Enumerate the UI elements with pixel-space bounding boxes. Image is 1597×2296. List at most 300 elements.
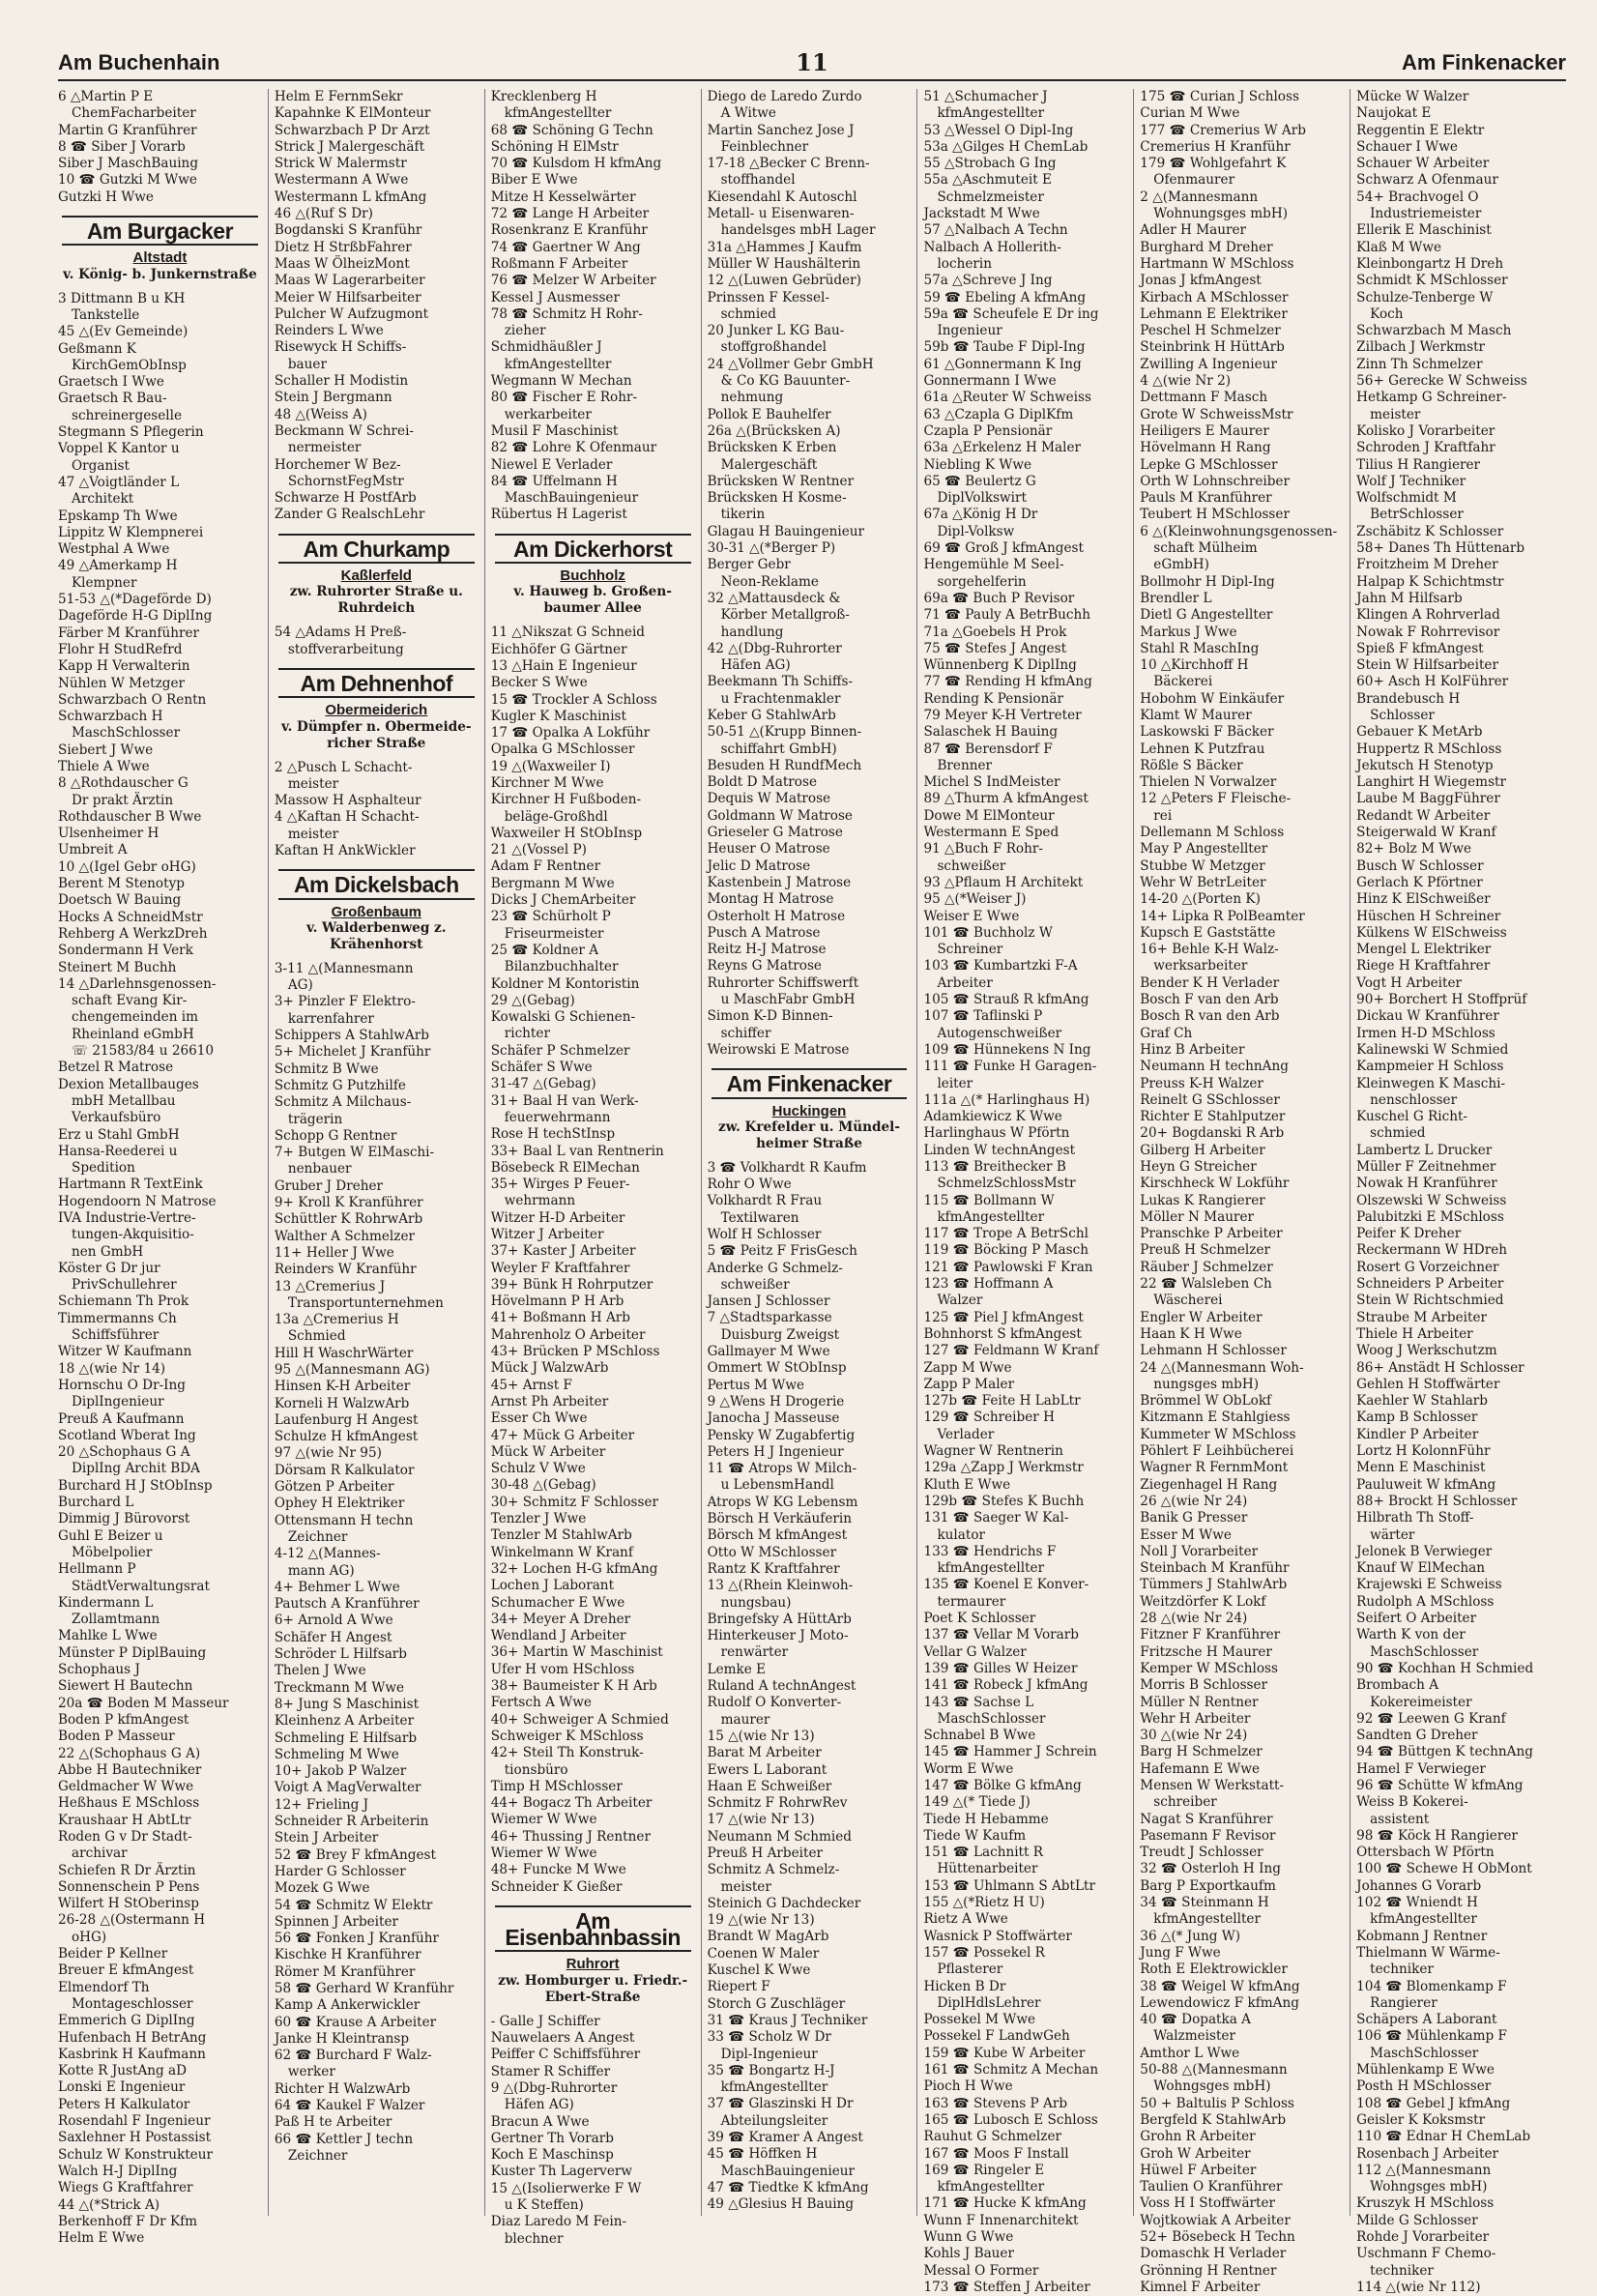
directory-entry: 95 △(*Weiser J) bbox=[923, 891, 1027, 908]
directory-entry: Mozek G Wwe bbox=[274, 1880, 370, 1897]
directory-entry: 102 ☎ Wniendt H bbox=[1356, 1895, 1478, 1911]
directory-entry: Brombach A bbox=[1356, 1677, 1439, 1694]
directory-entry: 44 △(*Strick A) bbox=[58, 2196, 160, 2213]
directory-entry: Bosch F van den Arb bbox=[1140, 992, 1279, 1008]
entry-continuation: Textilwaren bbox=[720, 1209, 799, 1226]
directory-entry: Schwarze H PostfArb bbox=[274, 490, 417, 507]
directory-entry: Ellerik E Maschinist bbox=[1356, 222, 1492, 239]
entry-continuation: Industriemeister bbox=[1370, 206, 1482, 222]
directory-entry: Kemper W MSchloss bbox=[1140, 1660, 1278, 1676]
directory-entry: Ewers L Laborant bbox=[707, 1761, 828, 1778]
column-3 bbox=[490, 89, 702, 2247]
directory-entry: Mitze H Kesselwärter bbox=[490, 189, 636, 205]
directory-entry: Kessel J Ausmesser bbox=[490, 289, 620, 305]
directory-entry: Pensky W Zugabfertig bbox=[707, 1427, 856, 1443]
directory-entry: 3 Dittmann B u KH bbox=[58, 290, 186, 306]
directory-entry: 9 △(Dbg-Ruhrorter bbox=[490, 2079, 618, 2096]
directory-entry: Schnabel B Wwe bbox=[923, 1728, 1036, 1744]
directory-entry: 46+ Thussing J Rentner bbox=[490, 1828, 651, 1845]
directory-entry: 17 ☎ Opalka A Lokführ bbox=[490, 725, 651, 741]
entry-continuation: nermeister bbox=[287, 440, 362, 456]
directory-entry: 114 △(wie Nr 112) bbox=[1356, 2279, 1481, 2295]
street-heading: Am Burgacker bbox=[62, 216, 258, 246]
directory-entry: Domaschk H Verlader bbox=[1140, 2246, 1287, 2262]
directory-entry: 54 ☎ Schmitz W Elektr bbox=[274, 1897, 433, 1913]
directory-entry: Neumann M Schmied bbox=[707, 1828, 853, 1845]
directory-entry: Linden W technAngest bbox=[923, 1142, 1076, 1158]
directory-entry: Nagat S Kranführer bbox=[1140, 1811, 1273, 1827]
directory-entry: 37+ Kaster J Arbeiter bbox=[490, 1243, 636, 1260]
directory-entry: Adam F Rentner bbox=[490, 858, 601, 875]
directory-entry: 46 △(Ruf S Dr) bbox=[274, 206, 373, 222]
directory-entry: 98 ☎ Köck H Rangierer bbox=[1356, 1827, 1518, 1844]
directory-entry: Jonas J kfmAngest bbox=[1140, 273, 1262, 289]
entry-continuation: schweißer bbox=[937, 857, 1006, 874]
directory-entry: Ziegenhagel H Rang bbox=[1140, 1476, 1278, 1493]
directory-entry: Naujokat E bbox=[1356, 105, 1432, 122]
directory-entry: Peschel H Schmelzer bbox=[1140, 323, 1281, 339]
directory-entry: 62 ☎ Burchard F Walz- bbox=[274, 2048, 432, 2064]
directory-entry: Krajewski E Schweiss bbox=[1356, 1577, 1502, 1593]
directory-entry: Groh W Arbeiter bbox=[1140, 2145, 1251, 2162]
directory-entry: 58+ Danes Th Hüttenarb bbox=[1356, 540, 1525, 557]
entry-continuation: Zeichner bbox=[287, 2147, 348, 2164]
directory-entry: 32 ☎ Osterloh H Ing bbox=[1140, 1861, 1281, 1877]
directory-entry: 92 ☎ Leewen G Kranf bbox=[1356, 1710, 1506, 1727]
directory-entry: Gilberg H Arbeiter bbox=[1140, 1142, 1265, 1158]
directory-entry: Schopp G Rentner bbox=[274, 1127, 397, 1144]
entry-continuation: handlung bbox=[720, 624, 784, 640]
directory-entry: Sandten G Dreher bbox=[1356, 1728, 1478, 1744]
directory-entry: Biber E Wwe bbox=[490, 172, 578, 189]
entry-continuation: werker bbox=[287, 2064, 335, 2080]
entry-continuation: techniker bbox=[1370, 2262, 1434, 2279]
entry-continuation: maurer bbox=[720, 1711, 770, 1728]
directory-entry: Bergmann M Wwe bbox=[490, 875, 615, 891]
directory-entry: Stamer R Schiffer bbox=[490, 2063, 611, 2079]
directory-entry: Preuß H Arbeiter bbox=[707, 1845, 824, 1861]
directory-entry: 129a △Zapp J Werkmstr bbox=[923, 1460, 1084, 1476]
directory-entry: 48 △(Weiss A) bbox=[274, 406, 367, 422]
directory-entry: Spieß F kfmAngest bbox=[1356, 640, 1484, 656]
directory-entry: 97 △(wie Nr 95) bbox=[274, 1445, 382, 1462]
directory-entry: 14 △Darlehnsgenossen- bbox=[58, 975, 217, 992]
directory-entry: Metall- u Eisenwaren- bbox=[707, 206, 855, 222]
directory-entry: Nühlen W Metzger bbox=[58, 675, 185, 691]
directory-entry: Ommert W StObInsp bbox=[707, 1360, 847, 1377]
entry-continuation: nungsges mbH) bbox=[1153, 1376, 1260, 1392]
directory-entry: Hobohm W Einkäufer bbox=[1140, 690, 1285, 707]
directory-entry: 11 △Nikszat G Schneid bbox=[490, 625, 646, 641]
directory-entry: Tenzler M StahlwArb bbox=[490, 1527, 632, 1544]
directory-entry: 76 ☎ Melzer W Arbeiter bbox=[490, 273, 656, 289]
directory-entry: Wünnenberg K DiplIng bbox=[923, 657, 1077, 674]
entry-continuation: nehmung bbox=[720, 390, 784, 406]
directory-entry: Hellmann P bbox=[58, 1561, 136, 1578]
directory-entry: Jahn M Hilfsarb bbox=[1356, 590, 1463, 606]
directory-entry: Knauf W ElMechan bbox=[1356, 1560, 1486, 1577]
directory-entry: Milde G Schlosser bbox=[1356, 2212, 1478, 2228]
directory-entry: Möller N Maurer bbox=[1140, 1208, 1254, 1225]
directory-entry: 68 ☎ Schöning G Techn bbox=[490, 122, 653, 138]
directory-entry: 24 △(Mannesmann Woh- bbox=[1140, 1359, 1304, 1376]
directory-entry: Niewel E Verlader bbox=[490, 456, 613, 473]
directory-entry: Barg P Exportkaufm bbox=[1140, 1877, 1276, 1894]
directory-entry: Orth W Lohnschreiber bbox=[1140, 473, 1290, 489]
entry-continuation: kfmAngestellter bbox=[504, 105, 612, 122]
directory-entry: 94 ☎ Büttgen K technAng bbox=[1356, 1744, 1533, 1760]
directory-entry: Gonnermann I Wwe bbox=[923, 373, 1057, 390]
street-heading: Am Dickerhorst bbox=[495, 534, 691, 564]
directory-entry: Schwarzbach O Rentn bbox=[58, 691, 207, 708]
entry-continuation: AG) bbox=[287, 977, 313, 994]
entry-continuation: u LebensmHandl bbox=[720, 1477, 834, 1494]
directory-entry: Massow H Asphalteur bbox=[274, 793, 421, 809]
directory-entry: Hövelmann P H Arb bbox=[490, 1293, 624, 1310]
directory-entry: 2 △(Mannesmann bbox=[1140, 189, 1259, 205]
directory-entry: 14-20 △(Porten K) bbox=[1140, 891, 1261, 908]
directory-entry: Barat M Arbeiter bbox=[707, 1745, 822, 1761]
directory-entry: Kalinewski W Schmied bbox=[1356, 1041, 1509, 1058]
directory-entry: 45+ Arnst F bbox=[490, 1377, 572, 1393]
directory-entry: 4 △Kaftan H Schacht- bbox=[274, 809, 420, 826]
directory-entry: Noll J Vorarbeiter bbox=[1140, 1543, 1259, 1559]
directory-entry: Beckmann W Schrei- bbox=[274, 422, 415, 439]
directory-entry: Wegmann W Mechan bbox=[490, 373, 632, 390]
directory-entry: Stein J Bergmann bbox=[274, 390, 392, 406]
entry-continuation: MaschBauingenieur bbox=[504, 490, 639, 507]
entry-continuation: Arbeiter bbox=[937, 974, 993, 991]
directory-entry: Bösebeck R ElMechan bbox=[490, 1159, 640, 1176]
directory-entry: Roden G v Dr Stadt- bbox=[58, 1828, 192, 1845]
directory-entry: Seifert O Arbeiter bbox=[1356, 1611, 1477, 1627]
directory-entry: Kirchner H Fußboden- bbox=[490, 792, 642, 808]
directory-entry: Burchard L bbox=[58, 1495, 134, 1511]
directory-entry: 59a ☎ Scheufele E Dr ing bbox=[923, 305, 1099, 322]
directory-entry: 169 ☎ Ringeler E bbox=[923, 2162, 1045, 2178]
directory-entry: 70 ☎ Kulsdom H kfmAng bbox=[490, 156, 662, 172]
directory-entry: 88+ Brockt H Schlosser bbox=[1356, 1493, 1518, 1509]
entry-continuation: Pflasterer bbox=[937, 1962, 1003, 1978]
directory-entry: Römer M Kranführer bbox=[274, 1963, 416, 1980]
directory-entry: Voigt A MagVerwalter bbox=[274, 1780, 421, 1796]
directory-entry: Kirschheck W Lokführ bbox=[1140, 1176, 1290, 1192]
directory-entry: Witzer H-D Arbeiter bbox=[490, 1209, 625, 1226]
directory-entry: Ottensmann H techn bbox=[274, 1512, 414, 1528]
directory-entry: 155 △(*Rietz H U) bbox=[923, 1895, 1045, 1911]
directory-entry: Gehlen H Stoffwärter bbox=[1356, 1376, 1500, 1392]
entry-continuation: feuerwehrmann bbox=[504, 1109, 611, 1125]
directory-entry: 17 △(wie Nr 13) bbox=[707, 1812, 815, 1828]
directory-entry: Rudolph A MSchloss bbox=[1356, 1593, 1495, 1610]
directory-entry: 51 △Schumacher J bbox=[923, 89, 1048, 104]
directory-entry: 111a △(* Harlinghaus H) bbox=[923, 1091, 1090, 1108]
entry-continuation: PrivSchullehrer bbox=[72, 1277, 177, 1293]
directory-entry: Gerlach K Pförtner bbox=[1356, 874, 1483, 890]
directory-entry: 12 △Peters F Fleische- bbox=[1140, 791, 1292, 807]
directory-entry: Schophaus J bbox=[58, 1662, 140, 1678]
directory-entry: Rantz K Kraftfahrer bbox=[707, 1560, 840, 1577]
directory-entry: Beider P Kellner bbox=[58, 1946, 168, 1962]
directory-entry: 36 △(* Jung W) bbox=[1140, 1928, 1241, 1944]
directory-entry: 22 △(Schophaus G A) bbox=[58, 1745, 201, 1761]
entry-continuation: schmied bbox=[1370, 1125, 1426, 1142]
directory-entry: Gruber J Dreher bbox=[274, 1177, 384, 1194]
directory-entry: Steinich G Dachdecker bbox=[707, 1895, 861, 1911]
directory-entry: Wiemer W Wwe bbox=[490, 1845, 597, 1861]
entry-continuation: blechner bbox=[504, 2230, 564, 2247]
directory-entry: 165 ☎ Lubosch E Schloss bbox=[923, 2111, 1098, 2128]
directory-entry: 10 △(Igel Gebr oHG) bbox=[58, 858, 196, 875]
directory-entry: Lehmann E Elektriker bbox=[1140, 305, 1288, 322]
directory-entry: Brömmel W ObLokf bbox=[1140, 1393, 1272, 1410]
directory-entry: Treudt J Schlosser bbox=[1140, 1845, 1263, 1861]
directory-entry: 131 ☎ Saeger W Kal- bbox=[923, 1510, 1069, 1526]
directory-entry: 93 △Pflaum H Architekt bbox=[923, 874, 1084, 890]
directory-entry: Kolisko J Vorarbeiter bbox=[1356, 422, 1495, 439]
directory-entry: Dellemann M Schloss bbox=[1140, 825, 1285, 841]
directory-entry: Stahl R MaschIng bbox=[1140, 640, 1260, 656]
directory-entry: Maas W Lagerarbeiter bbox=[274, 273, 425, 289]
directory-entry: Laskowski F Bäcker bbox=[1140, 724, 1274, 741]
directory-entry: 90+ Borchert H Stoffprüf bbox=[1356, 992, 1527, 1008]
directory-entry: Nowak H Kranführer bbox=[1356, 1176, 1497, 1192]
directory-entry: Volkhardt R Frau bbox=[707, 1193, 823, 1209]
entry-continuation: u Frachtenmakler bbox=[720, 690, 841, 707]
entry-continuation: werksarbeiter bbox=[1153, 958, 1248, 974]
entry-continuation: termaurer bbox=[937, 1593, 1006, 1610]
directory-entry: 104 ☎ Blomenkamp F bbox=[1356, 1978, 1507, 1994]
directory-entry: Kastenbein J Matrose bbox=[707, 874, 852, 890]
directory-entry: Kugler K Maschinist bbox=[490, 708, 626, 724]
directory-entry: Schäfer H Angest bbox=[274, 1629, 392, 1645]
directory-entry: Harlinghaus W Pförtn bbox=[923, 1125, 1070, 1142]
directory-entry: 87 ☎ Berensdorf F bbox=[923, 741, 1053, 757]
directory-entry: Schmitz F RohrwRev bbox=[707, 1795, 848, 1812]
entry-continuation: Rheinland eGmbH bbox=[72, 1026, 194, 1042]
directory-entry: Zwilling A Ingenieur bbox=[1140, 356, 1277, 372]
directory-entry: Schulze H kfmAngest bbox=[274, 1429, 419, 1445]
directory-entry: Mahlke L Wwe bbox=[58, 1628, 158, 1644]
entry-continuation: stoffgroßhandel bbox=[720, 339, 828, 356]
directory-entry: Bollmohr H Dipl-Ing bbox=[1140, 573, 1275, 590]
directory-entry: Hinz B Arbeiter bbox=[1140, 1041, 1245, 1058]
directory-entry: Rauhut G Schmelzer bbox=[923, 2129, 1061, 2145]
directory-entry: Schauer I Wwe bbox=[1356, 138, 1458, 155]
directory-entry: 32+ Lochen H-G kfmAng bbox=[490, 1560, 658, 1577]
directory-entry: Schneider K Gießer bbox=[490, 1878, 623, 1895]
directory-entry: 52 ☎ Brey F kfmAngest bbox=[274, 1846, 436, 1863]
directory-entry: Epskamp Th Wwe bbox=[58, 508, 178, 524]
directory-entry: Vellar G Walzer bbox=[923, 1643, 1027, 1660]
directory-entry: Nowak F Rohrrevisor bbox=[1356, 624, 1500, 640]
directory-entry: Dageförde H-G DiplIng bbox=[58, 608, 213, 625]
directory-entry: Sondermann H Verk bbox=[58, 943, 193, 959]
directory-entry: Rietz A Wwe bbox=[923, 1911, 1008, 1928]
directory-entry: Lewendowicz F kfmAng bbox=[1140, 1994, 1299, 2011]
directory-entry: Zilbach J Werkmstr bbox=[1356, 339, 1486, 356]
directory-entry: 30 △(wie Nr 24) bbox=[1140, 1728, 1248, 1744]
directory-entry: Geisler K Koksmstr bbox=[1356, 2111, 1486, 2128]
directory-entry: Teubert H MSchlosser bbox=[1140, 507, 1290, 523]
directory-entry: Brandt W MagArb bbox=[707, 1929, 829, 1945]
street-extent: zw. Homburger u. Friedr.- Ebert-Straße bbox=[498, 1972, 688, 2005]
directory-entry: 117 ☎ Trope A BetrSchl bbox=[923, 1226, 1089, 1242]
entry-continuation: nen GmbH bbox=[72, 1243, 144, 1260]
entry-continuation: rei bbox=[1153, 807, 1173, 824]
directory-entry: 59b ☎ Taube F Dipl-Ing bbox=[923, 339, 1086, 356]
directory-entry: Kleinhenz A Arbeiter bbox=[274, 1713, 415, 1729]
directory-entry: Markus J Wwe bbox=[1140, 624, 1237, 640]
directory-entry: Schneiders P Arbeiter bbox=[1356, 1276, 1504, 1293]
directory-entry: 23 ☎ Schürholt P bbox=[490, 909, 611, 925]
entry-continuation: Verkaufsbüro bbox=[72, 1110, 161, 1126]
directory-entry: Reggentin E Elektr bbox=[1356, 122, 1485, 138]
directory-entry: Dimmig J Bürovorst bbox=[58, 1511, 190, 1527]
directory-entry: 91 △Buch F Rohr- bbox=[923, 841, 1043, 857]
directory-entry: 38 ☎ Weigel W kfmAng bbox=[1140, 1978, 1300, 1994]
directory-entry: Kummeter W MSchloss bbox=[1140, 1426, 1296, 1442]
directory-entry: Wasnick P Stoffwärter bbox=[923, 1928, 1072, 1944]
directory-entry: 5+ Michelet J Kranführ bbox=[274, 1044, 431, 1061]
entry-continuation: stoffverarbeitung bbox=[287, 641, 404, 657]
directory-entry: Mühlenkamp E Wwe bbox=[1356, 2062, 1495, 2078]
entry-continuation: handelsges mbH Lager bbox=[720, 222, 876, 239]
directory-entry: Münster P DiplBauing bbox=[58, 1644, 207, 1661]
directory-entry: 33+ Baal L van Rentnerin bbox=[490, 1143, 664, 1159]
directory-entry: Brendler L bbox=[1140, 590, 1212, 606]
directory-entry: Bracun A Wwe bbox=[490, 2113, 590, 2130]
entry-continuation: Schreiner bbox=[937, 942, 1003, 958]
directory-entry: Janocha J Masseuse bbox=[707, 1410, 840, 1427]
entry-continuation: Schmelzmeister bbox=[937, 189, 1044, 205]
directory-entry: Färber M Kranführer bbox=[58, 625, 200, 641]
directory-entry: Osterholt H Matrose bbox=[707, 908, 846, 924]
directory-entry: Thelen J Wwe bbox=[274, 1663, 366, 1679]
directory-entry: Prinssen F Kessel- bbox=[707, 289, 829, 305]
directory-entry: Warth K von der bbox=[1356, 1627, 1466, 1643]
directory-entry: 21 △(Vossel P) bbox=[490, 842, 587, 858]
entry-continuation: kfmAngestellter bbox=[504, 356, 612, 372]
directory-entry: 34+ Meyer A Dreher bbox=[490, 1611, 631, 1627]
directory-entry: Wehr W BetrLeiter bbox=[1140, 874, 1266, 890]
directory-entry: 63 △Czapla G DiplKfm bbox=[923, 406, 1074, 422]
directory-entry: Janke H Kleintransp bbox=[274, 2030, 410, 2047]
directory-entry: 49 △Glesius H Bauing bbox=[707, 2196, 855, 2213]
directory-entry: Harder G Schlosser bbox=[274, 1863, 406, 1879]
entry-continuation: nenschlosser bbox=[1370, 1091, 1458, 1108]
directory-entry: 90 ☎ Kochhan H Schmied bbox=[1356, 1660, 1534, 1676]
directory-entry: 84 ☎ Uffelmann H bbox=[490, 473, 618, 489]
directory-entry: 74 ☎ Gaertner W Ang bbox=[490, 239, 641, 255]
entry-continuation: u MaschFabr GmbH bbox=[720, 992, 856, 1008]
directory-entry: Erz u Stahl GmbH bbox=[58, 1126, 180, 1143]
directory-entry: 43+ Brücken P MSchloss bbox=[490, 1344, 660, 1360]
directory-entry: Hamel F Verwieger bbox=[1356, 1760, 1486, 1777]
directory-entry: Räuber J Schmelzer bbox=[1140, 1259, 1273, 1275]
directory-entry: Westermann A Wwe bbox=[274, 172, 409, 189]
directory-entry: Schöning H ElMstr bbox=[490, 138, 619, 155]
directory-entry: Stubbe W Metzger bbox=[1140, 857, 1265, 874]
directory-entry: Wehr H Arbeiter bbox=[1140, 1710, 1251, 1727]
directory-entry: 34 ☎ Steinmann H bbox=[1140, 1895, 1269, 1911]
directory-entry: 141 ☎ Robeck J kfmAng bbox=[923, 1677, 1089, 1694]
directory-entry: Schmidhäußler J bbox=[490, 339, 602, 356]
directory-entry: Heßhaus E MSchloss bbox=[58, 1795, 200, 1812]
street-extent: v. Hauweg b. Großen- baumer Allee bbox=[513, 584, 672, 617]
directory-entry: Kiesendahl K Autoschl bbox=[707, 189, 857, 205]
directory-entry: Eichhöfer G Gärtner bbox=[490, 641, 627, 657]
directory-entry: Köster G Dr jur bbox=[58, 1260, 160, 1276]
directory-entry: Schauer W Arbeiter bbox=[1356, 156, 1490, 172]
street-extent: v. Walderbenweg z. Krähenhorst bbox=[306, 919, 447, 952]
directory-entry: 26a △(Brücksken A) bbox=[707, 422, 841, 439]
directory-entry: 89 △Thurm A kfmAngest bbox=[923, 791, 1089, 807]
directory-entry: Keber G StahlwArb bbox=[707, 707, 836, 723]
entry-continuation: richter bbox=[504, 1026, 550, 1042]
directory-entry: Fertsch A Wwe bbox=[490, 1695, 592, 1711]
directory-entry: Montag H Matrose bbox=[707, 891, 834, 908]
directory-entry: Pauls M Kranführer bbox=[1140, 490, 1272, 507]
entry-continuation: meister bbox=[287, 826, 339, 842]
directory-entry: Schmidt K MSchlosser bbox=[1356, 273, 1508, 289]
directory-entry: Kischke H Kranführer bbox=[274, 1947, 421, 1963]
directory-entry: 72 ☎ Lange H Arbeiter bbox=[490, 206, 650, 222]
directory-entry: Diego de Laredo Zurdo bbox=[707, 89, 862, 104]
directory-entry: 17-18 △Becker C Brenn- bbox=[707, 156, 870, 172]
entry-continuation: Hüttenarbeiter bbox=[937, 1861, 1038, 1877]
directory-entry: Halpap K Schichtmstr bbox=[1356, 573, 1504, 590]
entry-continuation: Schlosser bbox=[1370, 707, 1435, 723]
directory-entry: 16+ Behle K-H Walz- bbox=[1140, 942, 1279, 958]
directory-entry: Riepert F bbox=[707, 1979, 770, 1995]
directory-entry: 173 ☎ Steffen J Arbeiter bbox=[923, 2279, 1090, 2295]
directory-entry: Schwarzbach M Masch bbox=[1356, 323, 1512, 339]
directory-entry: 79 Meyer K-H Vertreter bbox=[923, 707, 1082, 723]
entry-continuation: archivar bbox=[72, 1846, 128, 1862]
directory-entry: 123 ☎ Hoffmann A bbox=[923, 1276, 1054, 1293]
entry-continuation: Organist bbox=[72, 457, 130, 474]
directory-entry: Kapp H Verwalterin bbox=[58, 658, 190, 675]
entry-continuation: Dipl-Volksw bbox=[937, 523, 1015, 539]
directory-entry: 35 ☎ Bongartz H-J bbox=[707, 2062, 835, 2078]
directory-entry: Rübertus H Lagerist bbox=[490, 507, 627, 523]
entry-continuation: Wäscherei bbox=[1153, 1293, 1223, 1309]
directory-entry: 8 △Rothdauscher G bbox=[58, 775, 189, 792]
directory-entry: 129 ☎ Schreiber H bbox=[923, 1410, 1055, 1426]
entry-continuation: MaschBauingenieur bbox=[720, 2163, 856, 2179]
directory-entry: Voppel K Kantor u bbox=[58, 441, 180, 457]
directory-entry: Rending K Pensionär bbox=[923, 690, 1063, 707]
directory-entry: 11 ☎ Atrops W Milch- bbox=[707, 1461, 857, 1477]
directory-entry: Esser M Wwe bbox=[1140, 1526, 1232, 1543]
entry-continuation: Walzmeister bbox=[1153, 2028, 1235, 2045]
directory-entry: Burghard M Dreher bbox=[1140, 239, 1273, 255]
directory-entry: Reinelt G SSchlosser bbox=[1140, 1091, 1280, 1108]
directory-entry: Kapahnke K ElMonteur bbox=[274, 105, 431, 122]
directory-entry: Steigerwald W Kranf bbox=[1356, 825, 1496, 841]
page-header bbox=[58, 46, 1566, 79]
directory-entry: Vogt H Arbeiter bbox=[1356, 974, 1462, 991]
entry-continuation: MaschSchlosser bbox=[937, 1710, 1046, 1727]
directory-entry: Haan K H Wwe bbox=[1140, 1325, 1242, 1342]
directory-entry: Reyns G Matrose bbox=[707, 958, 822, 974]
directory-entry: Jelonek B Verwieger bbox=[1356, 1543, 1493, 1559]
directory-entry: Hüschen H Schreiner bbox=[1356, 908, 1501, 924]
directory-entry: Mensen W Werkstatt- bbox=[1140, 1777, 1285, 1793]
directory-entry: Helm E FernmSekr bbox=[274, 89, 403, 104]
directory-entry: 56 ☎ Fonken J Kranführ bbox=[274, 1931, 440, 1947]
